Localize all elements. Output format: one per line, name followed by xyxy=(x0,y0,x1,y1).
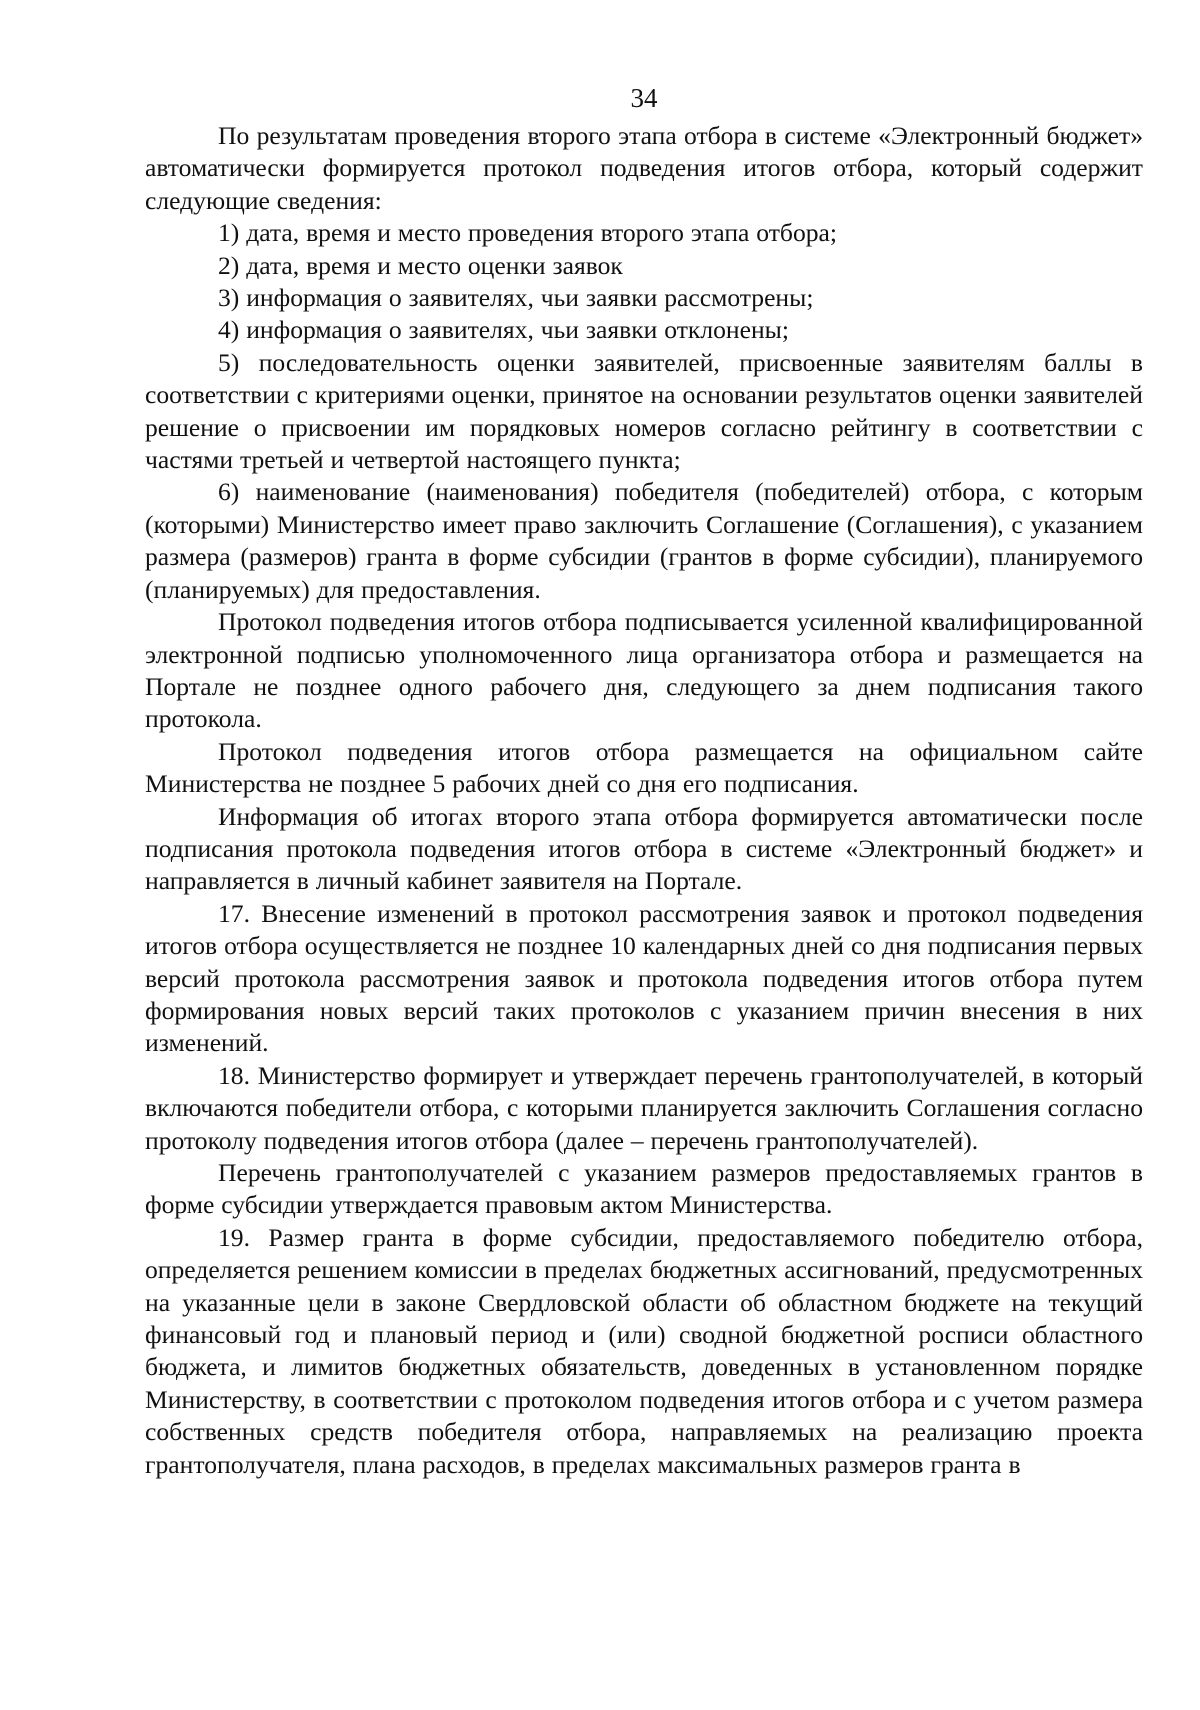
document-page xyxy=(145,78,1143,1481)
paragraph-protocol-intro: По результатам проведения второго этапа отбора в системе «Электронный бюджет» автоматически формируется протокол подведения итогов отбора, который содержит следующие сведения: xyxy=(145,121,1143,215)
list-item-2: 2) дата, время и место оценки заявок xyxy=(218,250,623,280)
paragraph-protocol-publication: Протокол подведения итогов отбора размещается на официальном сайте Министерства не позднее 5 рабочих дней со дня его подписания. xyxy=(145,736,1143,799)
clause-18: 18. Министерство формирует и утверждает перечень грантополучателей, в который включаются победители отбора, с которыми планируется заключить Соглашения согласно протоколу подведения итогов отбора (далее – перечень грантополучателей). xyxy=(145,1060,1143,1155)
list-item-3: 3) информация о заявителях, чьи заявки рассмотрены; xyxy=(218,283,814,313)
list-item-4: 4) информация о заявителях, чьи заявки отклонены; xyxy=(218,315,789,345)
paragraph-grantee-list: Перечень грантополучателей с указанием размеров предоставляемых грантов в форме субсидии утверждается правовым актом Министерства. xyxy=(145,1158,1143,1220)
clause-19: 19. Размер гранта в форме субсидии, предоставляемого победителю отбора, определяется решением комиссии в пределах бюджетных ассигнований, предусмотренных на указанные цели в законе Свердловской области об областном бюджете на текущий финансовый год и плановый период и (или) сводной бюджетной росписи областного бюджета, и лимитов бюджетных обязательств, доведенных в установленном порядке Министерству, в соответствии с протоколом подведения итогов отбора и с учетом размера собственных средств победителя отбора, направляемых на реализацию проекта грантополучателя, плана расходов, в пределах максимальных размеров гранта в xyxy=(145,1222,1143,1479)
paragraph-results-info: Информация об итогах второго этапа отбора формируется автоматически после подписания протокола подведения итогов отбора в системе «Электронный бюджет» и направляется в личный кабинет заявителя на Портале. xyxy=(145,801,1143,896)
clause-17: 17. Внесение изменений в протокол рассмотрения заявок и протокол подведения итогов отбора осуществляется не позднее 10 календарных дней со дня подписания первых версий протокола рассмотрения заявок и протокола подведения итогов отбора путем формирования новых версий таких протоколов с указанием причин внесения в них изменений. xyxy=(145,898,1143,1058)
list-item-6: 6) наименование (наименования) победителя (победителей) отбора, с которым (которыми) Министерство имеет право заключить Соглашение (Соглашения), с указанием размера (размеров) гранта в форме субсидии (грантов в форме субсидии), планируемого (планируемых) для предоставления. xyxy=(145,477,1143,604)
list-item-1: 1) дата, время и место проведения второго этапа отбора; xyxy=(218,218,838,248)
list-item-5: 5) последовательность оценки заявителей, присвоенные заявителям баллы в соответствии с критериями оценки, принятое на основании результатов оценки заявителей решение о присвоении им порядковых номеров согласно рейтингу в соответствии с частями третьей и четвертой настоящего пункта; xyxy=(145,347,1143,475)
page-number: 34 xyxy=(630,83,658,113)
paragraph-protocol-signing: Протокол подведения итогов отбора подписывается усиленной квалифицированной электронной подписью уполномоченного лица организатора отбора и размещается на Портале не позднее одного рабочего дня, следующего за днем подписания такого протокола. xyxy=(145,607,1143,734)
